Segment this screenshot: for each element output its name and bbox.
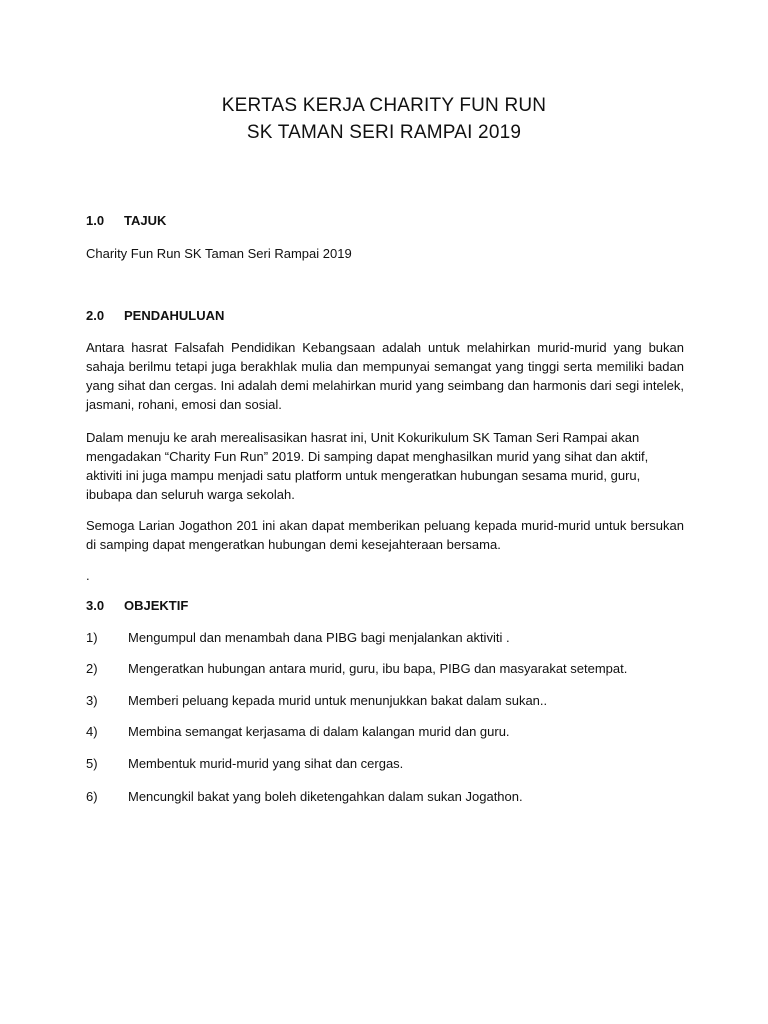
section-heading-pendahuluan: [86, 308, 224, 324]
title-line-2: SK TAMAN SERI RAMPAI 2019: [246, 122, 522, 143]
objective-text: Membina semangat kerjasama di dalam kalangan murid dan guru.: [128, 724, 510, 739]
objective-number: 4): [86, 724, 98, 739]
objective-item: [86, 630, 686, 646]
section-number: 2.0: [86, 308, 105, 323]
objective-number: 3): [86, 693, 98, 708]
document-title: [0, 92, 768, 146]
pendahuluan-paragraph-2: Dalam menuju ke arah merealisasikan hasrat ini, Unit Kokurikulum SK Taman Seri Rampai akan mengadakan “Charity Fun Run” 2019. Di samping dapat menghasilkan murid yang sihat dan aktif, aktiviti ini juga mampu menjadi satu platform untuk mengeratkan hubungan sesama murid, guru, ibubapa dan seluruh warga sekolah.: [86, 430, 649, 502]
section-title: OBJEKTIF: [124, 598, 189, 613]
objective-item: [86, 756, 686, 772]
tajuk-text: Charity Fun Run SK Taman Seri Rampai 2019: [86, 246, 352, 261]
objective-item: [86, 789, 686, 805]
objective-text: Mengeratkan hubungan antara murid, guru, ibu bapa, PIBG dan masyarakat setempat.: [128, 661, 628, 676]
objective-text: Memberi peluang kepada murid untuk menunjukkan bakat dalam sukan..: [128, 693, 548, 708]
stray-period: .: [86, 568, 90, 583]
section-number: 1.0: [86, 213, 105, 228]
title-line-1: KERTAS KERJA CHARITY FUN RUN: [221, 95, 547, 116]
section-heading-objektif: [86, 598, 188, 614]
objective-item: [86, 724, 686, 740]
objective-number: 6): [86, 789, 98, 804]
objective-item: [86, 693, 686, 709]
objective-number: 2): [86, 661, 98, 676]
objective-number: 5): [86, 756, 98, 771]
objective-item: [86, 661, 686, 677]
section-title: PENDAHULUAN: [124, 308, 225, 323]
objective-text: Mengumpul dan menambah dana PIBG bagi menjalankan aktiviti .: [128, 630, 510, 645]
section-number: 3.0: [86, 598, 105, 613]
pendahuluan-paragraph-3: Semoga Larian Jogathon 201 ini akan dapat memberikan peluang kepada murid-murid untuk bersukan di samping dapat mengeratkan hubungan demi kesejahteraan bersama.: [86, 518, 684, 552]
pendahuluan-paragraph-1: Antara hasrat Falsafah Pendidikan Kebangsaan adalah untuk melahirkan murid-murid yang bukan sahaja berilmu tetapi juga berakhlak mulia dan mempunyai semangat yang tinggi serta memiliki badan yang sihat dan cergas. Ini adalah demi melahirkan murid yang seimbang dan harmonis dari segi intelek, jasmani, rohani, emosi dan sosial.: [86, 340, 684, 412]
objective-text: Membentuk murid-murid yang sihat dan cergas.: [128, 756, 404, 771]
objective-number: 1): [86, 630, 98, 645]
section-title: TAJUK: [124, 213, 167, 228]
objective-text: Mencungkil bakat yang boleh diketengahkan dalam sukan Jogathon.: [128, 789, 523, 804]
section-heading-tajuk: [86, 213, 166, 229]
